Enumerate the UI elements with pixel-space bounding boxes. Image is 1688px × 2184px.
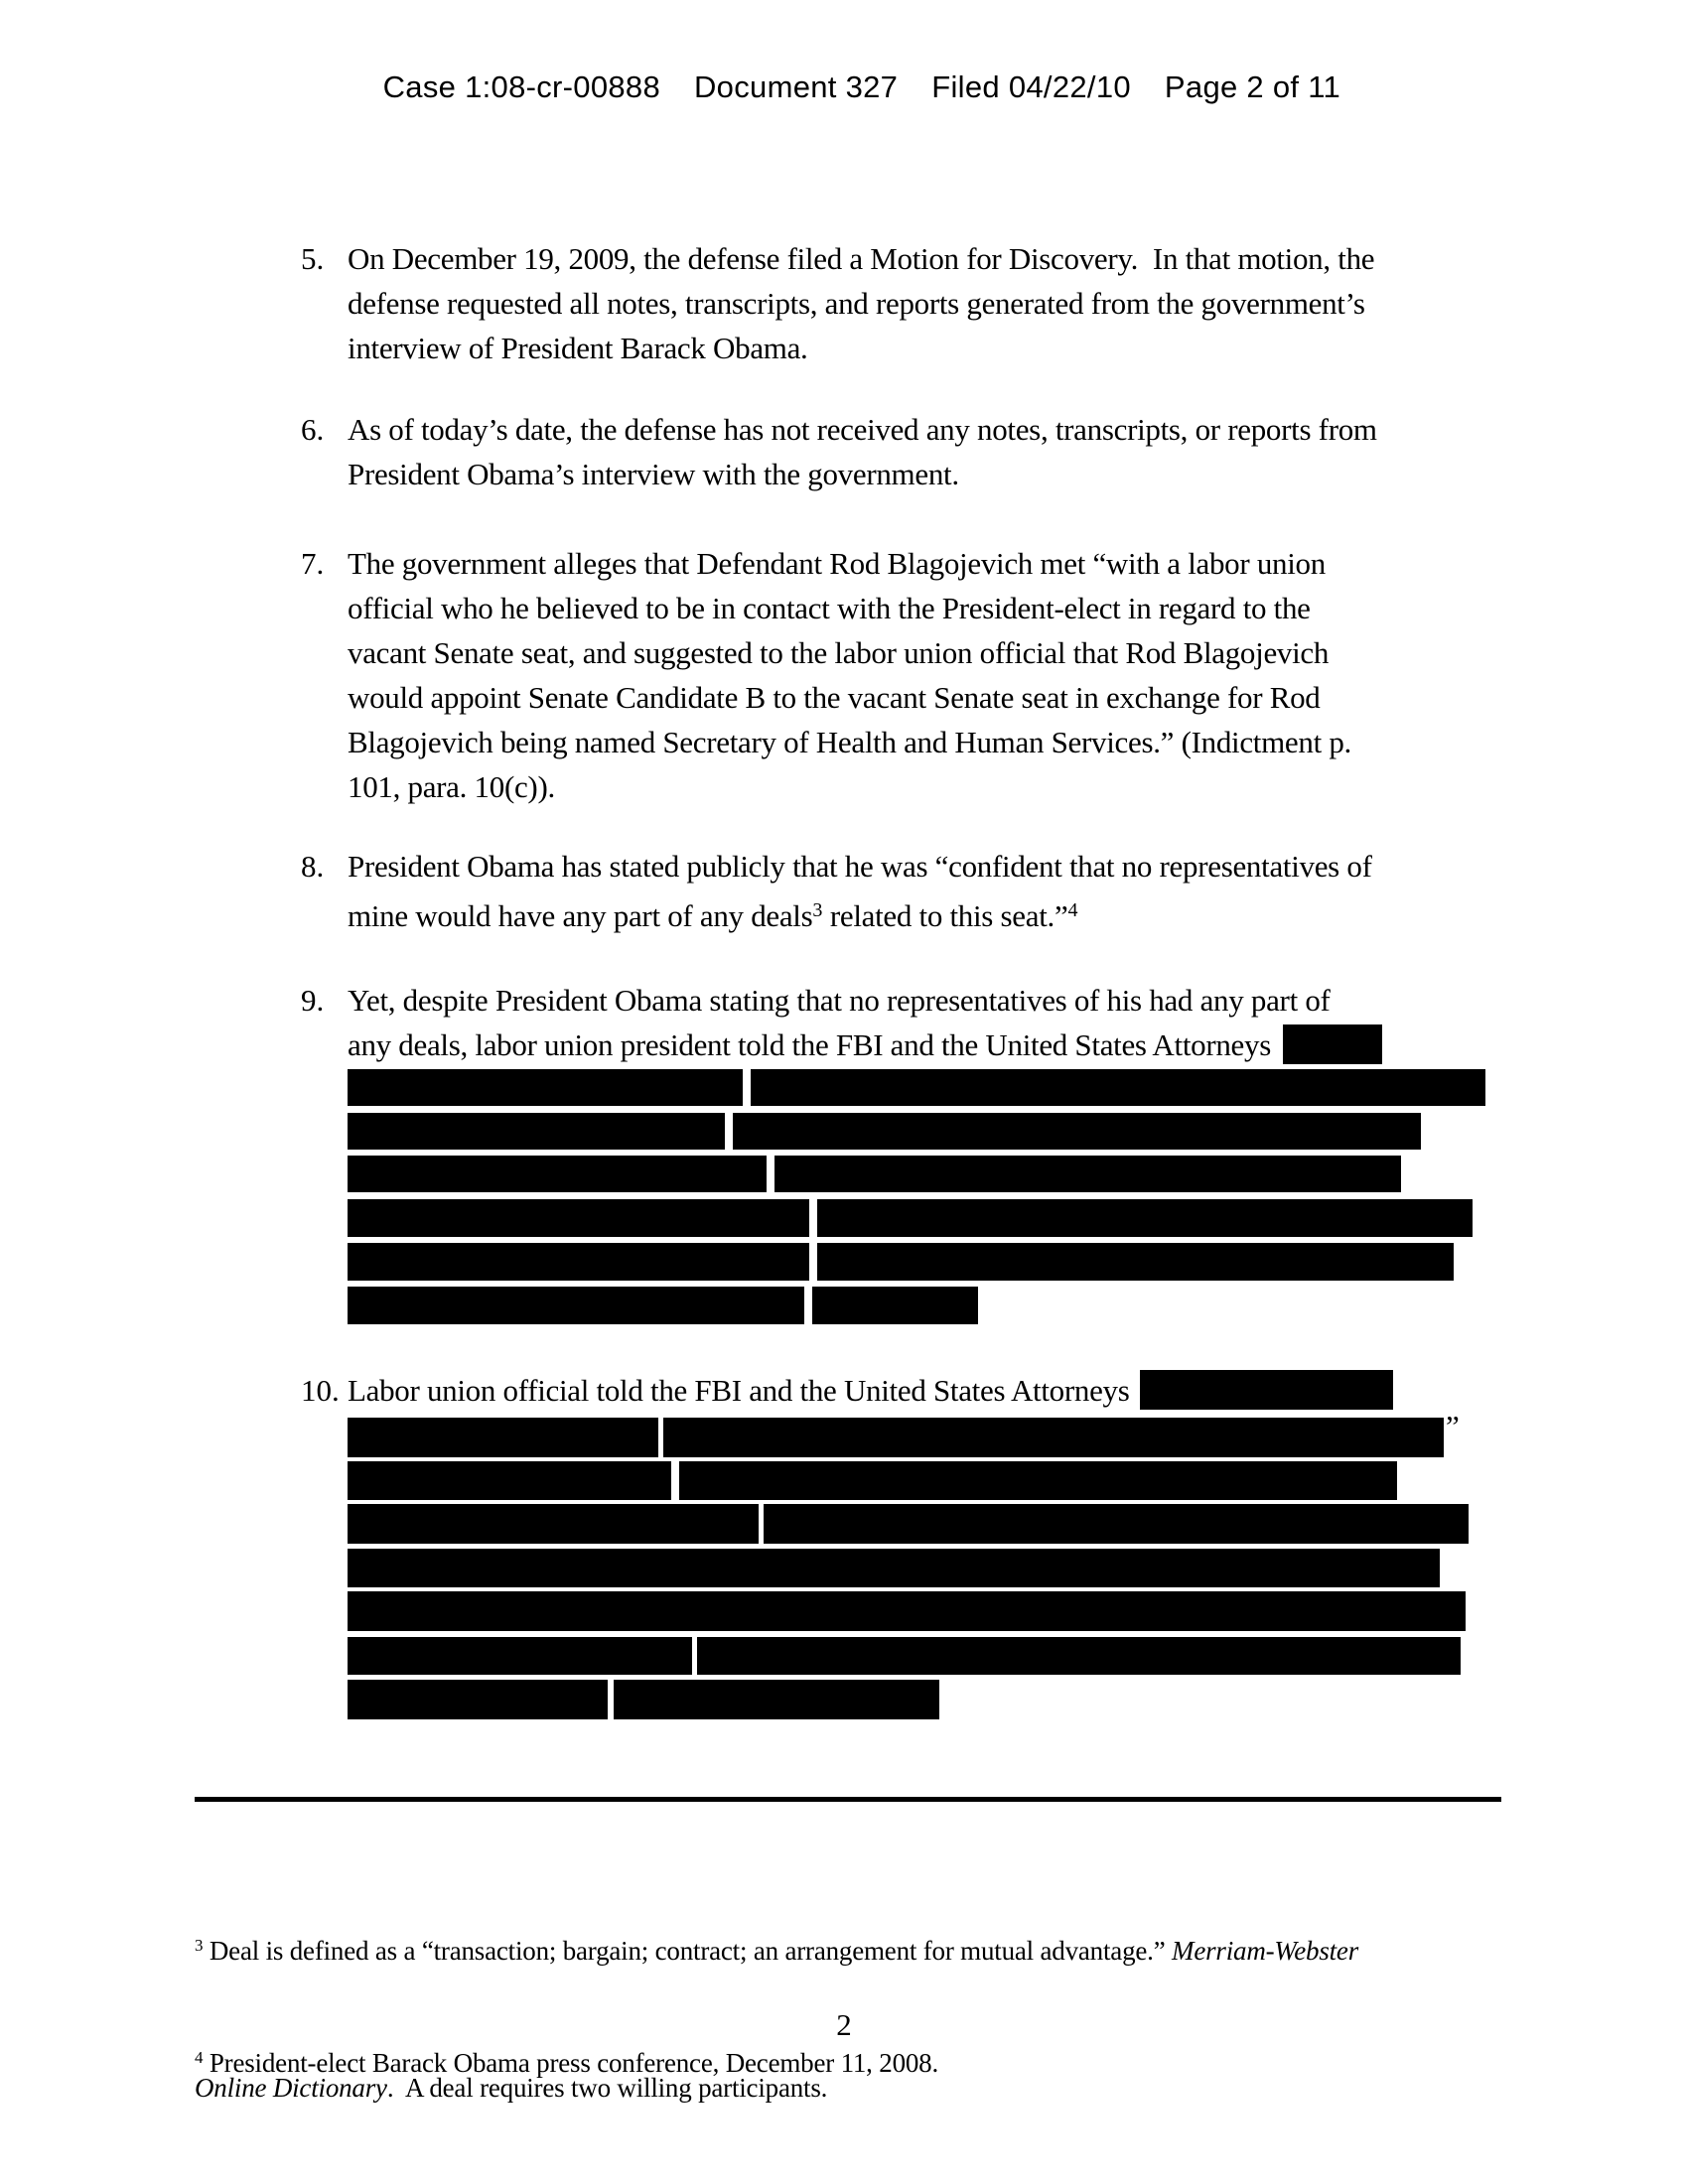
redaction-bar <box>348 1591 1466 1631</box>
header-case-number: Case 1:08-cr-00888 <box>382 69 660 104</box>
paragraph-text: mine would have any part of any deals <box>348 898 813 933</box>
footnote-4-marker: 4 <box>195 2048 204 2067</box>
redaction-bar <box>774 1156 1401 1192</box>
redaction-bar <box>614 1680 939 1719</box>
footnote-citation: Merriam-Webster <box>1172 1936 1359 1966</box>
footnote-citation: Online Dictionary <box>195 2073 387 2103</box>
redaction-bar <box>348 1680 608 1719</box>
paragraph-line: President Obama has stated publicly that he was “confident that no representatives of <box>348 849 1372 884</box>
paragraph-text: any deals, labor union president told the FBI and the United States Attorneys <box>348 1027 1271 1062</box>
paragraph-line: President Obama’s interview with the government. <box>348 457 959 491</box>
paragraph-number: 7. <box>301 546 325 581</box>
paragraph-line: On December 19, 2009, the defense filed a Motion for Discovery. In that motion, the <box>348 241 1375 276</box>
footnote-text: . A deal requires two willing participants. <box>386 2073 828 2103</box>
footnote-text: President-elect Barack Obama press conference, December 11, 2008. <box>203 2048 939 2078</box>
redaction-bar <box>348 1156 767 1192</box>
redaction-bar <box>348 1243 809 1281</box>
paragraph-number: 5. <box>301 241 325 276</box>
footnote-divider <box>195 1797 1501 1802</box>
paragraph-6 <box>301 407 1377 496</box>
paragraph-number: 9. <box>301 983 325 1018</box>
redaction-bar <box>812 1287 978 1324</box>
page-number: 2 <box>836 2007 852 2042</box>
redaction-bar <box>679 1461 1397 1500</box>
redaction-bar <box>348 1069 743 1106</box>
paragraph-number: 10. <box>301 1373 340 1408</box>
paragraph-line: 101, para. 10(c)). <box>348 769 555 804</box>
redaction-bar <box>817 1199 1473 1237</box>
header-page-count: Page 2 of 11 <box>1164 69 1341 104</box>
redaction-bar <box>348 1199 809 1237</box>
redaction-bar <box>348 1418 658 1457</box>
header-document-number: Document 327 <box>694 69 899 104</box>
footnote-4-reference: 4 <box>1067 899 1078 921</box>
paragraph-line: defense requested all notes, transcripts, and reports generated from the government’s <box>348 286 1365 321</box>
redaction-bar <box>697 1637 1461 1675</box>
paragraph-line <box>348 888 1372 933</box>
paragraph-line: Yet, despite President Obama stating that no representatives of his had any part of <box>348 983 1331 1018</box>
paragraph-8 <box>301 844 1372 933</box>
trailing-quote-mark: ” <box>1446 1409 1460 1443</box>
redaction-bar <box>348 1637 692 1675</box>
paragraph-line: As of today’s date, the defense has not received any notes, transcripts, or reports from <box>348 412 1377 447</box>
footnote-4 <box>195 1944 938 2177</box>
redaction-bar <box>348 1549 1440 1587</box>
paragraph-line: vacant Senate seat, and suggested to the labor union official that Rod Blagojevich <box>348 635 1330 670</box>
redaction-bar <box>733 1113 1421 1150</box>
paragraph-line <box>348 1023 1382 1067</box>
paragraph-10 <box>301 1368 1393 1413</box>
redaction-bar <box>348 1113 725 1150</box>
paragraph-line: The government alleges that Defendant Rod Blagojevich met “with a labor union <box>348 546 1326 581</box>
paragraph-text: Labor union official told the FBI and the United States Attorneys <box>348 1373 1130 1408</box>
footnote-text: Deal is defined as a “transaction; bargain; contract; an arrangement for mutual advantage.” <box>203 1936 1173 1966</box>
redaction-bar <box>348 1461 671 1500</box>
paragraph-number: 8. <box>301 849 325 884</box>
redaction-bar <box>1140 1370 1393 1410</box>
footnote-3-marker: 3 <box>195 1936 204 1955</box>
redaction-bar <box>348 1504 759 1544</box>
paragraph-7 <box>301 541 1352 809</box>
paragraph-line: official who he believed to be in contact with the President-elect in regard to the <box>348 591 1311 625</box>
paragraph-line <box>348 1368 1393 1413</box>
redaction-bar <box>817 1243 1454 1281</box>
header-filed-date: Filed 04/22/10 <box>931 69 1131 104</box>
redaction-bar <box>751 1069 1485 1106</box>
redaction-bar <box>1283 1024 1382 1064</box>
redaction-bar <box>663 1418 1444 1457</box>
paragraph-line: interview of President Barack Obama. <box>348 331 808 365</box>
paragraph-5 <box>301 236 1375 370</box>
paragraph-9 <box>301 978 1382 1067</box>
case-header <box>0 34 1688 141</box>
paragraph-line: Blagojevich being named Secretary of Health and Human Services.” (Indictment p. <box>348 725 1352 759</box>
footnote-3-reference: 3 <box>812 899 823 921</box>
paragraph-text: related to this seat.” <box>822 898 1068 933</box>
paragraph-number: 6. <box>301 412 325 447</box>
redaction-bar <box>348 1287 804 1324</box>
redaction-bar <box>764 1504 1469 1544</box>
paragraph-line: would appoint Senate Candidate B to the vacant Senate seat in exchange for Rod <box>348 680 1321 715</box>
